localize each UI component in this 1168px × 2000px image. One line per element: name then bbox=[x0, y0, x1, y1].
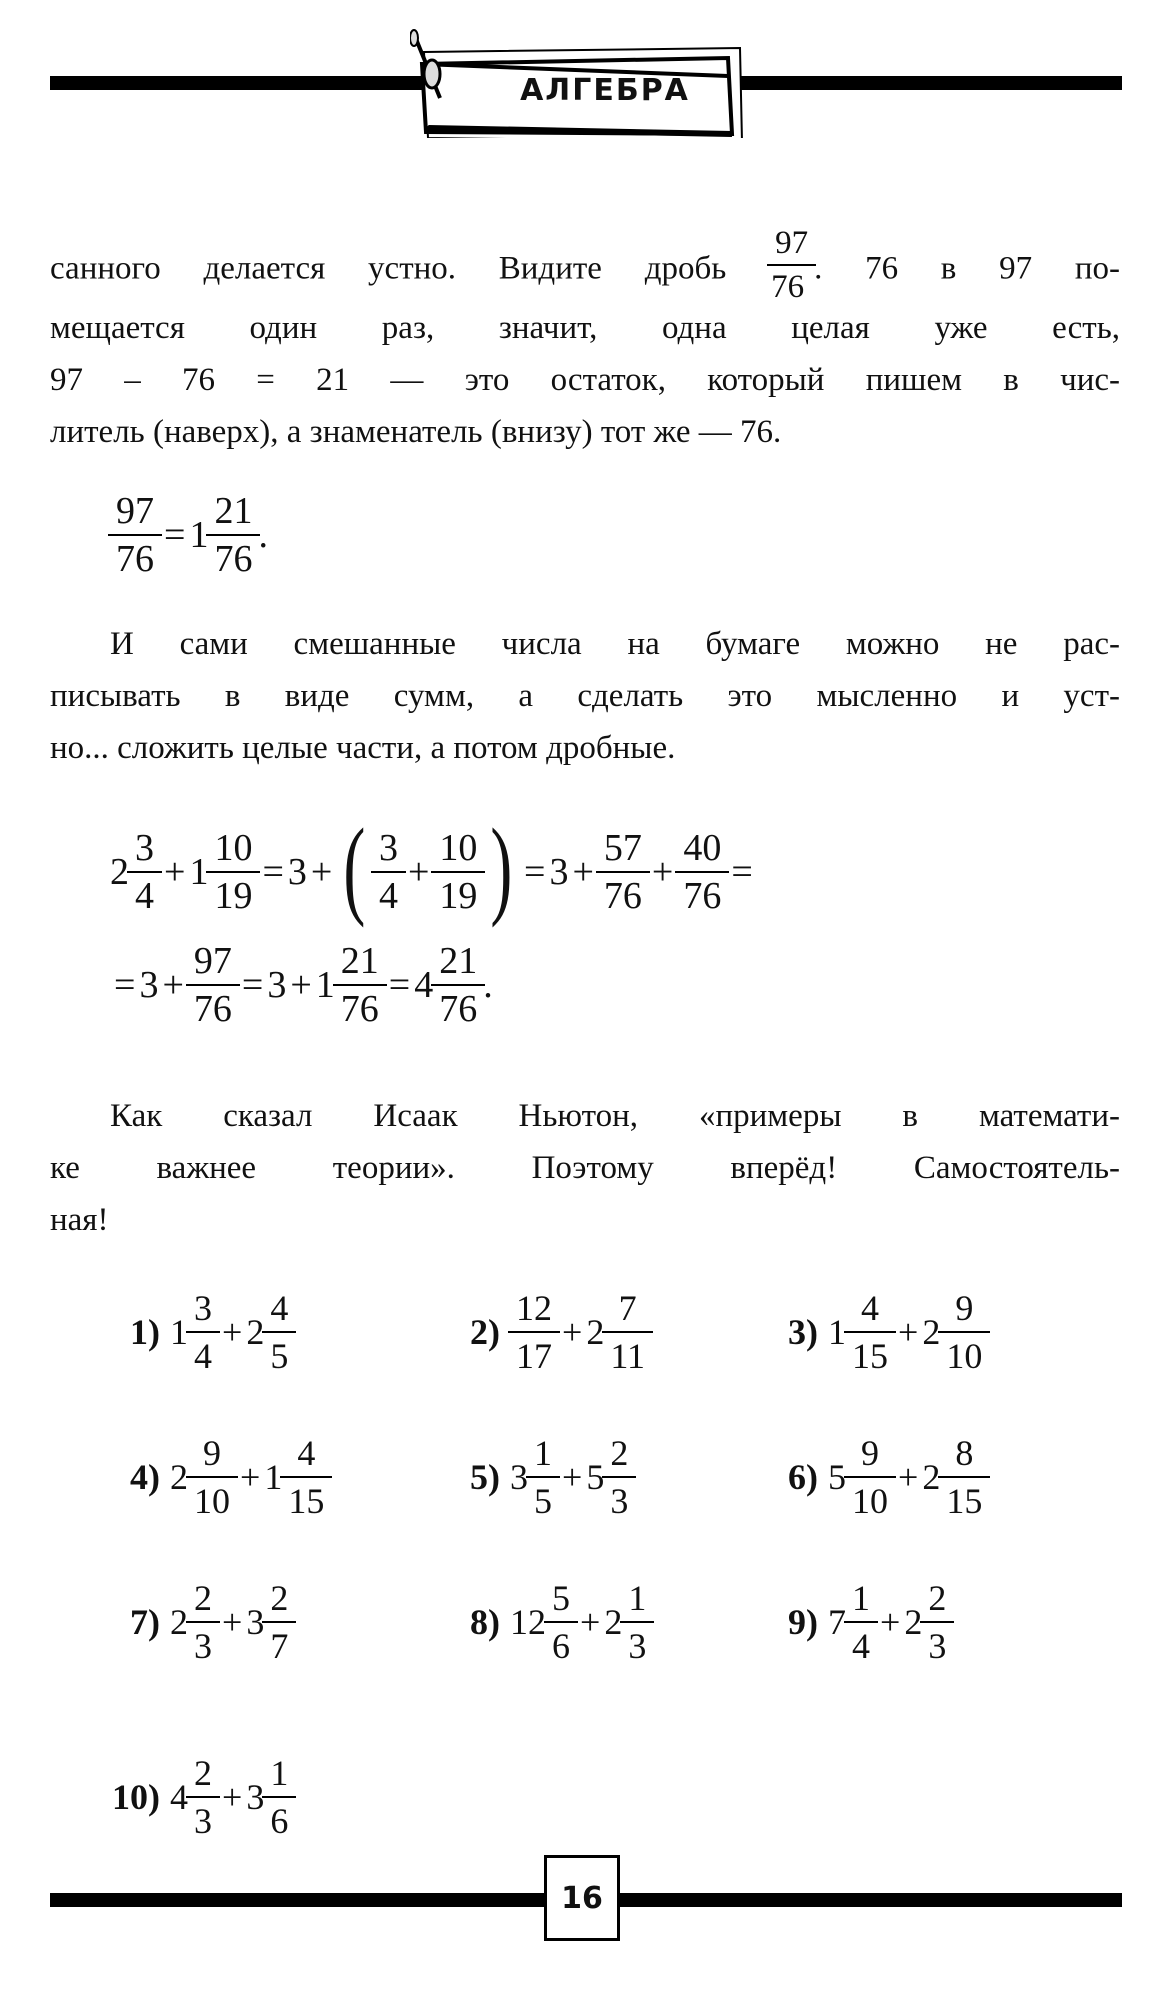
fraction-denominator: 5 bbox=[526, 1476, 560, 1524]
whole-part: 1 bbox=[189, 514, 209, 556]
equals-sign: = bbox=[241, 964, 264, 1006]
plus-sign: + bbox=[164, 851, 186, 893]
exercise-item bbox=[788, 1285, 988, 1379]
header-rule-right bbox=[740, 76, 1122, 90]
page-number: 16 bbox=[544, 1855, 620, 1941]
fraction bbox=[266, 1750, 292, 1844]
period: . bbox=[258, 514, 268, 556]
equation-2-row-2 bbox=[110, 938, 493, 1032]
intro-paragraph-cont bbox=[50, 302, 1120, 458]
equals-sign: = bbox=[388, 964, 411, 1006]
whole-part: 12 bbox=[510, 1602, 546, 1642]
plus-sign: + bbox=[562, 1312, 583, 1352]
fraction-numerator: 3 bbox=[135, 827, 154, 869]
fraction bbox=[942, 1430, 986, 1524]
exercise-number: 10) bbox=[112, 1777, 160, 1817]
section-title: АЛГЕБРА bbox=[520, 72, 690, 108]
fraction bbox=[848, 1575, 874, 1669]
fraction-numerator: 7 bbox=[618, 1288, 637, 1328]
inline-fraction bbox=[771, 222, 812, 308]
fraction bbox=[190, 1285, 216, 1379]
fraction-numerator: 21 bbox=[340, 940, 379, 982]
whole-part: 5 bbox=[828, 1457, 846, 1497]
whole-part: 1 bbox=[170, 1312, 188, 1352]
para2-line-3: но... сложить целые части, а потом дробные. bbox=[50, 730, 676, 766]
equals-sign: = bbox=[731, 851, 753, 893]
fraction-denominator: 76 bbox=[108, 534, 162, 582]
equals-sign: = bbox=[114, 964, 136, 1006]
fraction-denominator: 76 bbox=[431, 984, 485, 1032]
fraction-numerator: 9 bbox=[203, 1433, 221, 1473]
exercise-number: 3) bbox=[788, 1312, 818, 1352]
fraction bbox=[548, 1575, 574, 1669]
exercise-number: 2) bbox=[470, 1312, 500, 1352]
whole-part: 3 bbox=[287, 851, 307, 893]
equals-sign: = bbox=[164, 514, 186, 556]
fraction-denominator: 4 bbox=[844, 1621, 878, 1669]
fraction-numerator: 9 bbox=[861, 1433, 879, 1473]
intro-line-2: мещается один раз, значит, одна целая уже есть, bbox=[50, 310, 1120, 346]
whole-part: 3 bbox=[139, 964, 159, 1006]
paragraph-3 bbox=[50, 1090, 1120, 1246]
fraction bbox=[679, 825, 725, 919]
whole-part: 2 bbox=[586, 1312, 605, 1352]
fraction-numerator: 10 bbox=[214, 827, 253, 869]
exercise-number: 8) bbox=[470, 1602, 500, 1642]
fraction-denominator: 3 bbox=[920, 1621, 954, 1669]
fraction bbox=[512, 1285, 556, 1379]
fraction-numerator: 1 bbox=[534, 1433, 552, 1473]
whole-part: 2 bbox=[604, 1602, 623, 1642]
fraction-numerator: 10 bbox=[439, 827, 478, 869]
fraction-numerator: 2 bbox=[610, 1433, 629, 1473]
fraction-denominator: 3 bbox=[602, 1476, 636, 1524]
fraction-denominator: 17 bbox=[508, 1331, 560, 1379]
fraction-numerator: 97 bbox=[775, 225, 809, 261]
para2-line-1: И сами смешанные числа на бумаге можно не рас- bbox=[110, 626, 1120, 662]
fraction-denominator: 11 bbox=[602, 1331, 653, 1379]
plus-sign: + bbox=[222, 1602, 243, 1642]
intro-line-1-text: санного делается устно. Видите дробь bbox=[50, 250, 727, 287]
section-title-card bbox=[410, 28, 760, 138]
fraction-denominator: 76 bbox=[333, 984, 387, 1032]
whole-part: 5 bbox=[586, 1457, 605, 1497]
whole-part: 2 bbox=[246, 1312, 265, 1352]
whole-part: 1 bbox=[828, 1312, 846, 1352]
fraction bbox=[131, 825, 158, 919]
fraction-denominator: 76 bbox=[206, 534, 260, 582]
fraction-numerator: 21 bbox=[214, 490, 253, 532]
fraction-denominator: 6 bbox=[544, 1621, 578, 1669]
plus-sign: + bbox=[240, 1457, 261, 1497]
fraction-numerator: 2 bbox=[194, 1578, 212, 1618]
para3-line-3: ная! bbox=[50, 1202, 109, 1238]
fraction bbox=[210, 825, 256, 919]
fraction-denominator: 76 bbox=[767, 264, 816, 308]
plus-sign: + bbox=[580, 1602, 601, 1642]
fraction-numerator: 3 bbox=[194, 1288, 212, 1328]
plus-sign: + bbox=[898, 1457, 919, 1497]
whole-part: 4 bbox=[170, 1777, 188, 1817]
fraction-denominator: 15 bbox=[280, 1476, 332, 1524]
fraction-numerator: 97 bbox=[193, 940, 232, 982]
intro-line-4: литель (наверх), а знаменатель (внизу) тот же — 76. bbox=[50, 414, 782, 450]
plus-sign: + bbox=[162, 964, 184, 1006]
intro-line-3: 97 – 76 = 21 — это остаток, который пишем в чис- bbox=[50, 362, 1120, 398]
whole-part: 2 bbox=[922, 1312, 941, 1352]
fraction-denominator: 76 bbox=[675, 871, 729, 919]
fraction bbox=[337, 938, 383, 1032]
exercise-number: 4) bbox=[130, 1457, 160, 1497]
plus-sign: + bbox=[222, 1777, 243, 1817]
exercise-item bbox=[112, 1750, 294, 1844]
fraction bbox=[375, 825, 402, 919]
equation-97-76 bbox=[110, 488, 268, 582]
header-rule-left bbox=[50, 76, 430, 90]
fraction bbox=[848, 1285, 892, 1379]
fraction bbox=[530, 1430, 556, 1524]
fraction-denominator: 10 bbox=[844, 1476, 896, 1524]
intro-line-1-tail: . 76 в 97 по- bbox=[814, 250, 1121, 287]
exercise-number: 1) bbox=[130, 1312, 160, 1352]
para3-line-1: Как сказал Исаак Ньютон, «примеры в математи- bbox=[110, 1098, 1120, 1134]
exercise-number: 7) bbox=[130, 1602, 160, 1642]
fraction bbox=[924, 1575, 950, 1669]
whole-part: 3 bbox=[549, 851, 569, 893]
fraction-denominator: 3 bbox=[186, 1621, 220, 1669]
whole-part: 3 bbox=[267, 964, 287, 1006]
fraction-numerator: 1 bbox=[852, 1578, 870, 1618]
fraction-numerator: 3 bbox=[378, 827, 398, 869]
exercise-item bbox=[788, 1430, 988, 1524]
para2-line-2: писывать в виде сумм, а сделать это мысленно и уст- bbox=[50, 678, 1120, 714]
left-paren: ( bbox=[343, 806, 366, 928]
fraction bbox=[606, 1430, 632, 1524]
fraction bbox=[435, 825, 481, 919]
fraction bbox=[112, 488, 158, 582]
whole-part: 2 bbox=[110, 851, 129, 893]
fraction bbox=[624, 1575, 650, 1669]
fraction-numerator: 1 bbox=[628, 1578, 647, 1618]
para3-line-2: ке важнее теории». Поэтому вперёд! Самостоятель- bbox=[50, 1150, 1120, 1186]
fraction bbox=[190, 938, 236, 1032]
fraction-denominator: 3 bbox=[186, 1796, 220, 1844]
fraction-denominator: 6 bbox=[262, 1796, 296, 1844]
fraction-denominator: 5 bbox=[262, 1331, 296, 1379]
plus-sign: + bbox=[572, 851, 594, 893]
fraction-denominator: 19 bbox=[431, 871, 485, 919]
whole-part: 3 bbox=[246, 1777, 265, 1817]
whole-part: 2 bbox=[170, 1457, 188, 1497]
exercise-item bbox=[130, 1575, 294, 1669]
fraction bbox=[266, 1575, 292, 1669]
fraction bbox=[210, 488, 256, 582]
whole-part: 2 bbox=[170, 1602, 188, 1642]
fraction-denominator: 4 bbox=[186, 1331, 220, 1379]
fraction-denominator: 10 bbox=[186, 1476, 238, 1524]
fraction-denominator: 76 bbox=[596, 871, 650, 919]
fraction bbox=[190, 1750, 216, 1844]
plus-sign: + bbox=[562, 1457, 583, 1497]
exercise-item bbox=[130, 1285, 294, 1379]
equals-sign: = bbox=[262, 851, 284, 893]
fraction-numerator: 4 bbox=[270, 1288, 289, 1328]
exercise-item bbox=[130, 1430, 330, 1524]
fraction-numerator: 5 bbox=[552, 1578, 570, 1618]
whole-part: 1 bbox=[189, 851, 209, 893]
fraction bbox=[266, 1285, 292, 1379]
fraction bbox=[606, 1285, 649, 1379]
fraction bbox=[942, 1285, 986, 1379]
fraction-numerator: 21 bbox=[439, 940, 478, 982]
fraction-denominator: 4 bbox=[127, 871, 162, 919]
fraction-numerator: 57 bbox=[603, 827, 642, 869]
fraction-numerator: 4 bbox=[861, 1288, 879, 1328]
fraction-denominator: 15 bbox=[938, 1476, 990, 1524]
exercise-item bbox=[470, 1285, 651, 1379]
paragraph-2 bbox=[50, 618, 1120, 774]
fraction-denominator: 4 bbox=[371, 871, 406, 919]
fraction-numerator: 2 bbox=[270, 1578, 289, 1618]
whole-part: 3 bbox=[510, 1457, 528, 1497]
plus-sign: + bbox=[880, 1602, 901, 1642]
fraction-numerator: 9 bbox=[955, 1288, 974, 1328]
fraction-numerator: 2 bbox=[194, 1753, 212, 1793]
exercise-item bbox=[470, 1575, 652, 1669]
fraction bbox=[435, 938, 481, 1032]
fraction-denominator: 76 bbox=[186, 984, 240, 1032]
period: . bbox=[483, 964, 493, 1006]
plus-sign: + bbox=[651, 851, 674, 893]
footer-rule-right bbox=[620, 1893, 1122, 1907]
fraction bbox=[848, 1430, 892, 1524]
fraction-denominator: 19 bbox=[206, 871, 260, 919]
whole-part: 1 bbox=[264, 1457, 283, 1497]
fraction-numerator: 4 bbox=[297, 1433, 316, 1473]
plus-sign: + bbox=[222, 1312, 243, 1352]
exercise-item bbox=[788, 1575, 952, 1669]
footer-rule-left bbox=[50, 1893, 550, 1907]
fraction bbox=[190, 1430, 234, 1524]
equation-2-row-1 bbox=[110, 806, 757, 928]
plus-sign: + bbox=[310, 851, 333, 893]
exercise-item bbox=[470, 1430, 634, 1524]
fraction-numerator: 2 bbox=[928, 1578, 947, 1618]
fraction-denominator: 15 bbox=[844, 1331, 896, 1379]
fraction bbox=[190, 1575, 216, 1669]
equals-sign: = bbox=[524, 851, 546, 893]
plus-sign: + bbox=[290, 964, 312, 1006]
fraction-numerator: 1 bbox=[270, 1753, 289, 1793]
whole-part: 7 bbox=[828, 1602, 846, 1642]
right-paren: ) bbox=[490, 806, 513, 928]
whole-part: 2 bbox=[922, 1457, 941, 1497]
fraction-denominator: 3 bbox=[620, 1621, 654, 1669]
fraction-numerator: 97 bbox=[116, 490, 154, 532]
fraction bbox=[284, 1430, 328, 1524]
exercise-number: 5) bbox=[470, 1457, 500, 1497]
exercise-number: 9) bbox=[788, 1602, 818, 1642]
fraction-numerator: 40 bbox=[683, 827, 722, 869]
whole-part: 4 bbox=[414, 964, 434, 1006]
fraction-denominator: 7 bbox=[262, 1621, 296, 1669]
whole-part: 2 bbox=[904, 1602, 923, 1642]
exercise-number: 6) bbox=[788, 1457, 818, 1497]
fraction-numerator: 12 bbox=[516, 1288, 552, 1328]
plus-sign: + bbox=[898, 1312, 919, 1352]
whole-part: 1 bbox=[315, 964, 335, 1006]
fraction bbox=[600, 825, 646, 919]
fraction-numerator: 8 bbox=[955, 1433, 974, 1473]
plus-sign: + bbox=[407, 851, 430, 893]
whole-part: 3 bbox=[246, 1602, 265, 1642]
fraction-denominator: 10 bbox=[938, 1331, 990, 1379]
